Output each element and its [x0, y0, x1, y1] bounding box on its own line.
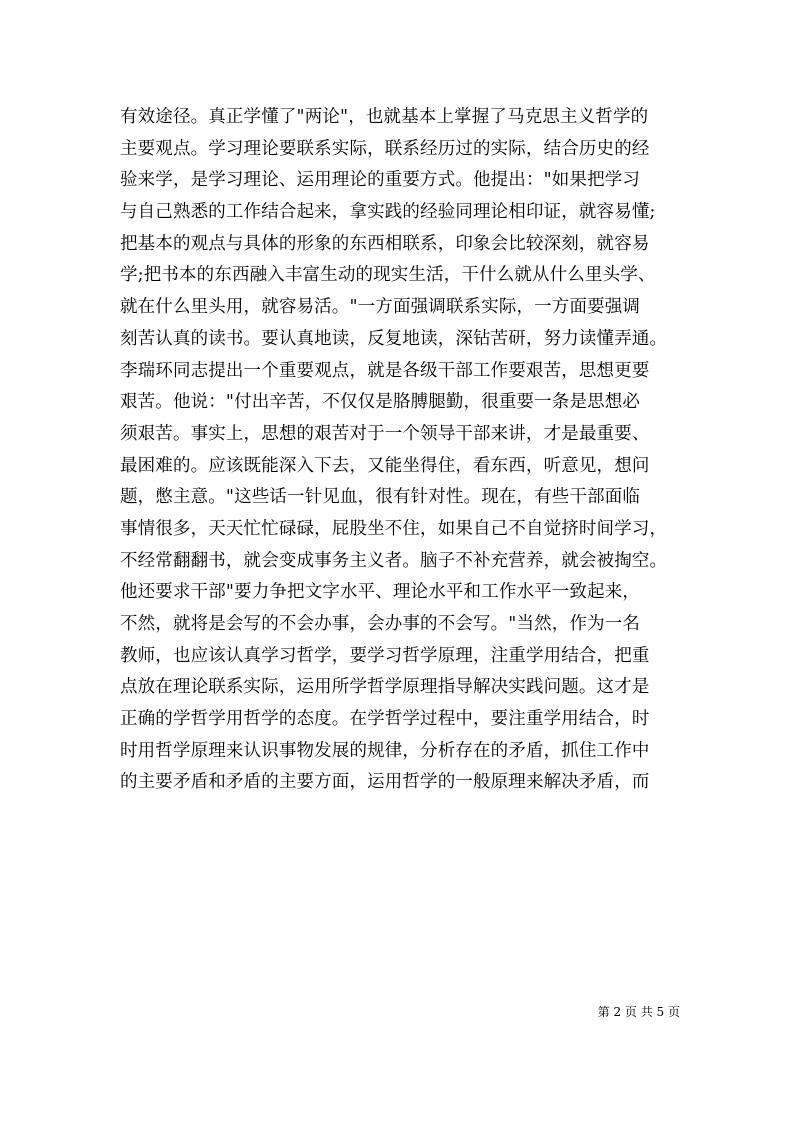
text-line-6: 学;把书本的东西融入丰富生动的现实生活，干什么就从什么里头学、: [120, 265, 656, 286]
text-line-12: 最困难的。应该既能深入下去，又能坐得住，看东西，听意见，想问: [120, 455, 650, 476]
text-line-4: 与自己熟悉的工作结合起来，拿实践的经验同理论相印证，就容易懂;: [120, 202, 656, 223]
body-text: [120, 102, 680, 799]
text-line-1: 有效途径。真正学懂了"两论"，也就基本上掌握了马克思主义哲学的: [120, 107, 649, 127]
text-line-19: 点放在理论联系实际，运用所学哲学原理指导解决实践问题。这才是: [120, 677, 650, 698]
text-line-18: 教师，也应该认真学习哲学，要学习哲学原理，注重学用结合，把重: [120, 645, 650, 666]
text-line-14: 事情很多，天天忙忙碌碌，屁股坐不住，如果自己不自觉挤时间学习，: [120, 518, 668, 539]
text-line-11: 须艰苦。事实上，思想的艰苦对于一个领导干部来讲，才是最重要、: [120, 423, 650, 444]
text-line-10: 艰苦。他说："付出辛苦，不仅仅是胳膊腿勤，很重要一条是思想必: [120, 392, 641, 413]
text-line-21: 时用哲学原理来认识事物发展的规律，分析存在的矛盾，抓住工作中: [120, 740, 650, 761]
text-line-22: 的主要矛盾和矛盾的主要方面，运用哲学的一般原理来解决矛盾，而: [120, 772, 650, 793]
text-line-16: 他还要求干部"要力争把文字水平、理论水平和工作水平一致起来，: [120, 582, 641, 603]
text-line-8: 刻苦认真的读书。要认真地读，反复地读，深钻苦研，努力读懂弄通。: [120, 328, 668, 349]
text-line-17: 不然，就将是会写的不会办事，会办事的不会写。"当然，作为一名: [120, 614, 641, 634]
text-line-3: 验来学，是学习理论、运用理论的重要方式。他提出："如果把学习: [120, 170, 641, 191]
text-line-20: 正确的学哲学用哲学的态度。在学哲学过程中，要注重学用结合，时: [120, 709, 650, 730]
page-number-footer: 第 2 页 共 5 页: [597, 1005, 680, 1019]
text-line-15: 不经常翻翻书，就会变成事务主义者。脑子不补充营养，就会被掏空。: [120, 550, 668, 571]
text-line-5: 把基本的观点与具体的形象的东西相联系，印象会比较深刻，就容易: [120, 233, 650, 254]
text-line-13: 题，憋主意。"这些话一针见血，很有针对性。现在，有些干部面临: [120, 487, 641, 508]
text-line-7: 就在什么里头用，就容易活。"一方面强调联系实际，一方面要强调: [120, 297, 641, 318]
text-line-2: 主要观点。学习理论要联系实际，联系经历过的实际，结合历史的经: [120, 138, 650, 159]
text-line-9: 李瑞环同志提出一个重要观点，就是各级干部工作要艰苦，思想更要: [120, 360, 650, 381]
